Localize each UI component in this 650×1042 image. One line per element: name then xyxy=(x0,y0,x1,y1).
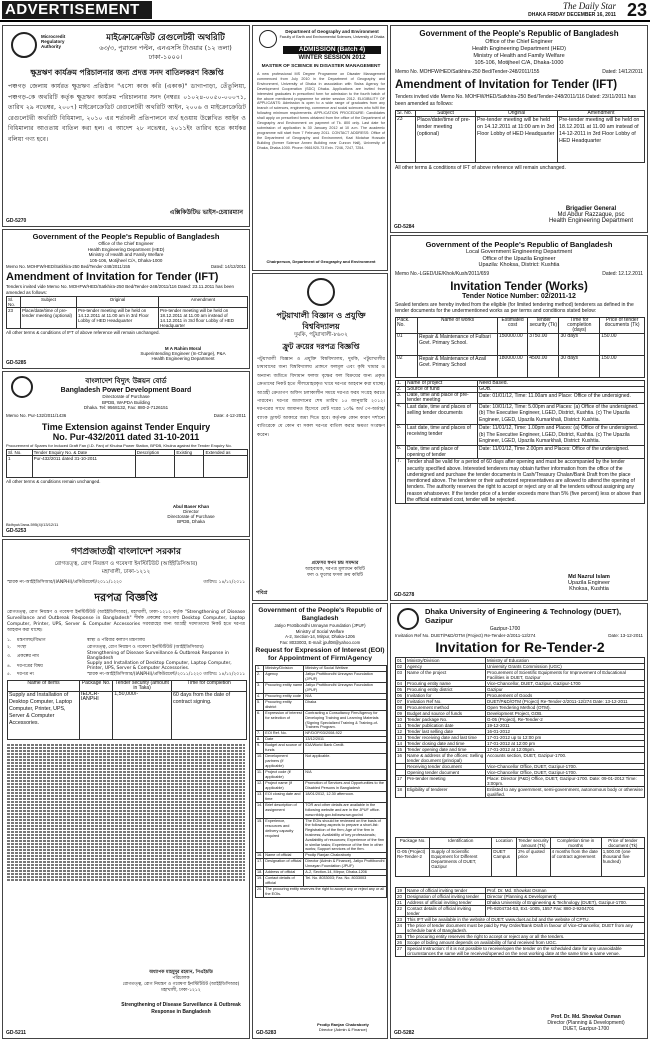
ad-lged-invitation xyxy=(390,235,648,601)
bpdb-logo-icon xyxy=(11,376,33,398)
list-item: ১. মন্ত্রণালয়/বিভাগ স্বাস্থ্য ও পরিবার কল্যাণ মন্ত্রণালয় xyxy=(7,638,145,643)
hed2-address: 105-106, Motijheel C/A, Dhaka-1000 xyxy=(89,257,163,263)
bpdb-note: All other terms & conditions remain unchanged. xyxy=(6,479,101,484)
iedcr-address: মহাখালী, ঢাকা-১২১২ xyxy=(101,569,151,575)
lged-details-table xyxy=(395,380,645,505)
table-row: 18. Address of official A-2, Section-14, Mirpur, Dhaka-1206 xyxy=(256,870,387,876)
duet-table xyxy=(395,657,645,798)
table-row: 08 Procurement method Open Tendering Method (OTM). xyxy=(396,705,645,711)
duet-date: Date: 13-12-2011 xyxy=(608,633,643,638)
duet-univ: Dhaka University of Engineering & Technology (DUET), Gazipur xyxy=(425,607,622,625)
hed1-dept: Health Engineering Department (HED) xyxy=(472,46,566,52)
pstu-title-1: পটুয়াখালী বিজ্ঞান ও প্রযুক্তি xyxy=(276,311,366,320)
hed1-gov: Government of the People's Republic of Bangladesh xyxy=(419,29,619,38)
lged-works-table: Pack. No. Name of works Estimated cost Tender security (Tk) Time for completion (days) Price of tender documents (Tk) 01 Repair & Maintenance of Fulbari Govt. Primary School. 150000.00 3750.00 30 days 150.00 02 Repair & Maintenance of Azail Govt. Primary School 180000.00 4500.00 30 days 150.00 xyxy=(395,317,645,378)
table-row: 14. Brief description of assignment TOR and other details are available in the following website and are in the JPUF office. www.nfddp.gov.bd/www.sw.gov.bd xyxy=(256,803,387,818)
table-row: 10. Development partners (if applicable) Not applicable. xyxy=(256,754,387,770)
page-header xyxy=(0,0,650,22)
newspaper-name: The Daily Star xyxy=(563,1,616,11)
ad-code: GD-5278 xyxy=(394,592,415,598)
du-signer: Chairperson, Department of Geography and Environment xyxy=(266,259,376,264)
hed1-address: 105-106, Motijheel C/A, Dhaka-1000 xyxy=(474,60,564,66)
jpuf-address: A-2, Section-14, Mirpur, Dhaka-1206 xyxy=(285,634,355,639)
table-row: 17 Pre-tender meeting Place: Director (P&D) Office, DUET, Gazipur-1700. Date: 09-01-2012 Time: 3:00pm. xyxy=(396,776,645,787)
hed2-ministry: Ministry of Health and Family Welfare xyxy=(88,252,164,257)
pstu-logo-icon xyxy=(307,278,335,306)
iedcr-date: তারিখঃ ১৪/১২/২০১১ xyxy=(203,580,245,585)
hed2-dept: Health Engineering Department (HED) xyxy=(87,246,165,252)
duet-city: Gazipur-1700 xyxy=(489,626,521,632)
ad-hed-amendment-1 xyxy=(390,25,648,233)
hed2-signer: M A Rahim Moral Superintending Engineer (In-Charge), P&A Health Engineering Department xyxy=(140,346,226,361)
table-row: 20 Designation of official inviting tender Director (Planning & Development) xyxy=(396,894,645,900)
table-row: 2. Agency Jatiyo Prottibondhi Unnayan Foundation (JPUF) xyxy=(256,672,387,683)
hed2-office: Office of the Chief Engineer xyxy=(98,241,154,246)
table-row: 13. EOI closing date and time 18/01/2012, 12.30 afternoon. xyxy=(256,792,387,803)
mra-address: ৬৩/৩, পুরাতন পল্টন, এনএসসি টাওয়ার (১২ তলা) xyxy=(99,44,232,52)
table-row: 05 Procuring entity district Gazipur xyxy=(396,687,645,693)
table-row: 13 Tender receiving date and last time 17-01-2012 up to 12:00 pm xyxy=(396,735,645,741)
table-row: 02 Agency University Grants Commission (UGC) xyxy=(396,664,645,670)
mra-signer: এক্সিকিউটিভ ভাইস-চেয়ারম্যান xyxy=(169,209,243,216)
iedcr-inst: রোগতত্ত্ব, রোগ নিয়ন্ত্রণ ও গবেষণা ইনস্টিটিউট (আইইডিসিআর) xyxy=(54,561,198,567)
table-row: 24 The price of tender document must be paid by Pay Order/Bank Draft in favour of Vice-Chancellor, DUET from any schedule bank of Bangladesh. xyxy=(396,923,645,934)
table-row: 3. Date, time and place of pre-tender meeting Date: 01/01/12, Time: 11.00am and Place: Office of the undersigned. xyxy=(396,392,645,403)
table-row: 27 Special Instruction: If it is not possible to receive/open the tender on the scheduled date for any unavoidable circumstances the same will be received/opened on the next working date at the same time & same venue. xyxy=(396,946,645,957)
table-row: G-05 (Project) Re-Tender-2 Supply of Scientific Equipment for Different Departments of DUET, Gazipur DUET Campus 2% of quoted price 4 months from the date of contract agreement 1,500.00 (one thousand five hundred) xyxy=(396,849,645,877)
table-row: 18 Eligibility of tenderer Enlisted to any government, semi-government, autonomous body or otherwise qualified. xyxy=(397,787,643,797)
lged-address: Upazila: Khoksa, District: Kushtia xyxy=(478,262,560,268)
ad-jpuf-eoi xyxy=(252,603,388,1039)
ad-code: GD-5283 xyxy=(256,1030,277,1036)
duet-logo-icon xyxy=(397,608,419,630)
du-program: MASTER OF SCIENCE IN DISASTER MANAGEMENT xyxy=(261,64,381,69)
jpuf-fax: Fax: 8033003, E-mail: jpuf08@yahoo.com xyxy=(279,639,361,645)
table-row: 02 Repair & Maintenance of Azail Govt. Primary School 180000.00 4500.00 30 days 150.00 xyxy=(396,355,645,377)
bpdb-intro: Procurement of Spares for Induced Draft Fan (I.D. Fan) of Khulna Power Station, BPDB, Khulna against the Tender Enquiry No. xyxy=(6,442,232,448)
table-row: 7. EOI Ref. No. NF/DOP/03/2008-922 xyxy=(256,731,387,737)
duet-title: Invitation for Re-Tender-2 xyxy=(435,639,605,655)
ad-pstu-fruit-tender xyxy=(252,273,388,601)
table-row: 10 Tender package No. G-05 (Project), Re-Tender-2 xyxy=(396,717,645,723)
du-faculty: Faculty of Earth and Environmental Sciences, University of Dhaka xyxy=(279,35,385,39)
jpuf-gov: Government of the People's Republic of Bangladesh xyxy=(258,607,382,622)
table-row: 8. Date 13/12/2011 xyxy=(256,737,387,743)
table-row: 07 Invitation Ref No. DUET/P&D/OTM (Project) Re-Tender-2/2011-12/274 Date: 13-12-2011 xyxy=(396,699,645,705)
hed2-memo: Memo No. MOHFW/HED/Satkhira-250 Bed/Tender-248/2011/155 xyxy=(6,264,131,269)
lged-signer: Md Nazrul Islam Upazila Engineer Khoksa, Kushtia xyxy=(568,574,610,592)
table-row: 6. Expression of interest for selection of Contracting a Consultancy Firm/Agency for Developing Training and Learning Materials (Signing Specialized Training & Training-of-Trainers Program. xyxy=(256,711,387,731)
iedcr-details xyxy=(7,637,247,678)
mra-notice-title: ক্ষুদ্রঋণ কার্যক্রম পরিচালনার জন্য প্রদত্ত সনদ বাতিলকরণ বিজ্ঞপ্তি xyxy=(30,68,224,77)
bpdb-directorate: Directorate of Purchase xyxy=(102,394,150,399)
bpdb-ext-no: No. Pur-432/2011 dated 31-10-2011 xyxy=(52,431,200,442)
jpuf-signer: Prodip Ranjan Chakraborty Director (Admin & Finance) xyxy=(317,1022,369,1032)
lged-date: Dated: 12.12.2011 xyxy=(602,270,643,277)
table-row: 21 Address of official inviting tender Dhaka University of Engineering & Technology (DUET), Gazipur-1700. xyxy=(396,900,645,906)
table-row: Receiving tender document Vice-Chancellor Office, DUET, Gazipur-1700. xyxy=(396,764,645,770)
mra-city: ঢাকা-১০০০। xyxy=(148,53,183,61)
ad-bpdb xyxy=(2,371,250,537)
du-admission-banner: ADMISSION (Batch 4) xyxy=(283,46,381,54)
ad-code: GD-5211 xyxy=(6,1030,27,1036)
table-row: 01 Repair & Maintenance of Fulbari Govt. Primary School. 150000.00 3750.00 30 days 150.00 xyxy=(396,333,645,355)
jpuf-title: Request for Expression of Interest (EOI) for Appointment of Firm/Agency xyxy=(255,647,385,662)
table-row: 5. Last date, time and places of receiving tender Date: 11/01/12, Time: 1.00pm and Places: (a) Office of the undersigned. (b) The Executive Engineer, LGED, District, Kushtia. (c) The Upazila Engineer, LGED, Upazila Kumarkhali, District: Kushtia. xyxy=(396,424,645,445)
table-row: 09 Budget and source of funds Development Project, GOB. xyxy=(396,711,645,717)
ad-hed-amendment-2 xyxy=(2,229,250,369)
ad-code: পবিপ্র xyxy=(256,590,268,596)
lged-intro: Sealed tenders are hereby invited from the eligible (for limited tendering method) tenderers as defined in the tender documents for the undermentioned works as per terms and conditions stated below: xyxy=(395,301,634,314)
iedcr-project: Strengthening of Disease Surveillance & Outbreak Response in Bangladesh xyxy=(121,1002,241,1015)
iedcr-gov: গণপ্রজাতন্ত্রী বাংলাদেশ সরকার xyxy=(71,547,181,557)
pstu-signer: প্রফেসর স্বপন চন্দ্র সমদ্দার আহবায়ক, দরপত্র মূল্যায়ন কমিটি ফল ও ফুলের ফসল ক্রয় কমিটি xyxy=(305,561,365,578)
hed1-title: Amendment of Invitation for Tender (IFT) xyxy=(395,79,618,91)
hed1-intro: Tenders invited vide Memo No. MOHFW/HED/Satkhira-250 Bed/Tender-248/2011/116 Dated: 23/11/2011 has been amended as follows: xyxy=(395,94,636,107)
hed1-office: Office of the Chief Engineer xyxy=(485,39,553,45)
iedcr-signer: অধ্যাপক মাহমুদুর রহমান, পিএইচডি পরিচালক রোগতত্ত্ব, রোগ নিয়ন্ত্রণ ও গবেষণা ইনস্টিটিউট (আইইডিসিআর) মহাখালী, ঢাকা-১২১২ xyxy=(122,970,240,993)
section-title: ADVERTISEMENT xyxy=(2,1,152,19)
ad-microcredit-authority xyxy=(2,25,250,227)
bpdb-phone: Dhaka. Tel: 9568132, Fax: 880-2-7126151 xyxy=(83,405,169,410)
hed1-table: Sl. No. Subject Original Amendment 23 Place/date/time of pre-tender meeting (optional) Pre-tender meeting will be held on 14.12.2011 at 11:00 am in 3rd Floor Lobby of HED Headquarter Pre-tender meeting will be held on 18.12.2011 at 11.00 am instead of 14-12-2011 in 3rd Floor Lobby of HED Headquarter xyxy=(395,110,645,163)
table-row: 23 This IFT will be available in the website of DUET: www.duet.ac.bd and the website of CPTU. xyxy=(396,917,645,923)
jpuf-ministry: Ministry of Social Welfare xyxy=(295,628,345,634)
pstu-notice-title: ফ্রুট ক্রয়ের দরপত্র বিজ্ঞপ্তি xyxy=(282,342,360,351)
table-row: 06 Invitation for Procurement of Goods xyxy=(396,693,645,699)
ad-code: GD-5284 xyxy=(394,224,415,230)
iedcr-intro: রোগতত্ত্ব, রোগ নিয়ন্ত্রণ ও গবেষণা ইনস্টিটিউট (আইইডিসিআর), মহাখালী, ঢাকা-১২১২ কর্তৃক "Strengthening of Disease Surveillance and Outbreak Response in Bangladesh" শীর্ষক প্রকল্পের আওতায় Desktop Computer, Laptop Computer, Printer, UPS, Server & Computer Accessories সরবরাহের জন্য আগ্রহী দরদাতাদের নিকট হতে দরপত্র আহবান করা যাচ্ছে। xyxy=(7,610,245,633)
table-row: 12. Project name (if applicable) Promotion of Services and Opportunities to the Disabled Persons in Bangladesh xyxy=(256,781,387,792)
iedcr-ref: স্মারক নং-আইইডিসিআর/(IANPHI)/প্রকিউরমেন্ট/২০১১/১২২০ xyxy=(7,580,122,585)
table-row: 9. Budget and source of funds IDA/World Bank Credit. xyxy=(256,743,387,754)
table-row: 03 Name of the project Procurement of Scientific Equipments for Improvement of Educational Facilities in DUET, Gazipur xyxy=(396,670,645,681)
ad-du-admission xyxy=(252,25,388,271)
table-row: 1. Ministry/Division Ministry of Social Welfare xyxy=(256,666,387,672)
table-row: 15 Tender opening date and time 17-01-2012 at 12:05pm. xyxy=(396,747,645,753)
table-row: 22 Contact details of official inviting tender Ph-9204734-53, Ext.-1005, 1557 Fax: 880-2-9204701 xyxy=(396,906,645,917)
ad-duet-retender xyxy=(390,603,648,1039)
table-row: 16 Name & address of the offices: Selling tender document (principal) Accounts section, DUET, Gazipur-1700. xyxy=(396,753,645,764)
pstu-address: দুমকি, পটুয়াখালী-৮৬০২ xyxy=(294,332,348,338)
du-session: WINTER SESSION 2012 xyxy=(298,55,366,61)
table-row: 16. Name of official Prodip Ranjan Chakraborty xyxy=(256,853,387,859)
bpdb-ref: Bidhyut/Jana-595(4)/13/12/11 xyxy=(6,522,59,527)
duet-package-table: Package No. Identification Location Tender security amount (Tk) Completion time in months Price of tender document (Tk) G-05 (Project) Re-Tender-2 Supply of Scientific Equipment for Different Departments of DUET, Gazipur DUET Campus 2% of quoted price 4 months from the date of contract agreement 1,500.00 (one thousand five hundred) xyxy=(395,837,645,877)
lged-dept: Local Government Engineering Department xyxy=(465,249,573,255)
table-row: 15. Experience, resources and delivery capacity required The EOIs should be reviewed on the basis of the following aspects to prepare a short-list: Registration of the firm; Age of the firm in business; Availability of key professionals; Availability of resources; Experience of the firm in similar tasks; Experience of the firm in other works; Support services of the firm. xyxy=(256,818,387,853)
table-row: 12 Tender last selling date 16-01-2012 xyxy=(396,729,645,735)
page-number: 23 xyxy=(626,0,647,20)
hed1-memo: Memo No. MOHFW/HED/Satkhira-250 Bed/Tender-248/2011/155 xyxy=(395,69,540,75)
ad-code: GD-5285 xyxy=(6,360,27,366)
mra-org-name: Microcredit Regulatory Authority xyxy=(41,34,66,49)
list-item: ৫. দরপত্র নং স্মারক নং-আইইডিসিআর/(IANPHI)/প্রকিউরমেন্ট/২০১১/১২২০ তারিখঃ ১৪/১২/২০১১ xyxy=(7,672,246,677)
table-row: 11. Project code (if applicable) N/A xyxy=(256,770,387,781)
iedcr-fine-print xyxy=(7,744,245,881)
hed2-note: All other terms & conditions of IFT of above reference will remain unchanged. xyxy=(6,330,160,335)
table-row: 01 Ministry/Division Ministry of Education xyxy=(396,658,645,664)
lged-tender-number: Tender Notice Number: 02/2011-12 xyxy=(462,292,576,300)
pstu-title-2: বিশ্ববিদ্যালয় xyxy=(302,322,340,331)
ad-code: GD-5282 xyxy=(394,1030,415,1036)
table-row: 04 Procuring entity name Vice-Chancellor, DUET, Gazipur, Gazipur-1700 xyxy=(396,681,645,687)
hed1-ministry: Ministry of Health and Family Welfare xyxy=(473,53,565,59)
table-row: 4. Procuring entity code N/A xyxy=(256,694,387,700)
hed2-gov: Government of the People's Republic of Bangladesh xyxy=(32,232,220,241)
table-row: 19 Name of official inviting tender Prof. Dr. Md. Showkat Osman xyxy=(396,888,645,894)
duet-official-table xyxy=(395,887,645,957)
jpuf-table xyxy=(255,665,387,898)
hed1-date: Dated: 14/12/2011 xyxy=(602,69,643,75)
iedcr-notice-title: দরপত্র বিজ্ঞপ্তি xyxy=(94,591,158,604)
ad-code: GD-5270 xyxy=(6,218,27,224)
table-row: 20. The procuring entity reserves the right to accept any or reject any or all the EOIs. xyxy=(256,887,387,898)
table-row: 2. Source of fund GOB. xyxy=(396,386,645,392)
table-row: 25 The procuring entity reserves the right to accept or reject any or all the tenders. xyxy=(396,934,645,940)
hed1-note: All other terms & conditions of IFT of above reference will remain unchanged. xyxy=(395,165,566,171)
lged-memo: Memo No.-LGED/UE/Khok/Kush/2011/659 xyxy=(395,270,490,277)
bpdb-memo: Memo No. Pur-132/2011/1436 xyxy=(6,412,67,418)
bpdb-date: Date: 4-12-2011 xyxy=(213,412,246,418)
table-row: 1. Name of project Need Based. xyxy=(396,380,645,386)
duet-ref: Invitation Ref No. DUET/P&D/OTM (Project) Re-Tender-2/2011-12/274 xyxy=(395,633,536,638)
lged-office: Office of the Upazila Engineer xyxy=(482,255,556,262)
iedcr-items-table: Name of items Package No. Tender security (amount in Taka) Time for completion Supply and Installation of Desktop Computer, Laptop Computer, Printer, UPS, Server & Computer Accessories. IEDCR-IANPHI 1,50,000/- 60 days from the date of contract signing. xyxy=(7,680,247,740)
ad-iedcr-tender xyxy=(2,539,250,1039)
table-row: 17. Designation of official Director (Admin & Finance), Jatiyo Prottibondhi Unnayan Foundation (JPUF) xyxy=(256,859,387,870)
bpdb-address: BPDB, WAPDA Building xyxy=(101,399,151,405)
du-body: A new professional MS Degree Programme on Disaster Management commenced from July 2010 in the Department of Geography and Environment, University of Dhaka in association with Swiss Agency for Development Cooperation (SDC) Dhaka. Applications are invited from interested graduates in prescribed form for admission to the fourth batch of the above mentioned programme for winter session 2012. ELIGIBILITY OF APPLICANTS: Admission is open to a wide range of graduates from any branch of sciences, engineering, commerce and social sciences who fulfil the following minimum requirements. APPLICATION PROCEDURE: Candidates shall apply on prescribed forms obtained from the office of the Department of Geography and Environment on payment of Tk. 800 only. Last date for submission of application is 30 January 2012 at 10 a.m. The academic programme will start from 7 February 2011. CONTACT ADDRESS: Office of the Department of Geography and Environment, Kazi Motahar Hossain Building (former Science Annex Building near Curzon Hall), University of Dhaka, Dhaka-1000. Phone: 9661920-73 Extn. 7246, 7247, 7254. xyxy=(257,72,385,150)
table-row: 5. Procuring entity district Dhaka xyxy=(256,700,387,711)
table-row: 7. Tender shall be valid for a period of 60 days after opening and must be accompanied by the tender security specified above. Interested tenderers may obtain further information from the office of the undersigned and purchase the tender documents in Cash/Treasury Chalan/Bank Draft from the place mentioned above. The tenderer or their authorized representatives are allowed to attend the opening of tenders. The authority reserves the right to accept or reject any or all the tenders without assigning any reason whatsoever. If the tender price of a tender exceeds more than 5% (five percent) less or above than the official estimated cost, tender will be rejected. xyxy=(396,459,645,504)
list-item: ৪. দরপত্রের বিষয় Supply and Installation of Desktop Computer, Laptop Computer, Printer, UPS, Server & Computer Accessories. xyxy=(7,661,232,671)
table-row: Supply and Installation of Desktop Computer, Laptop Computer, Printer, UPS, Server & Computer Accessories. IEDCR-IANPHI 1,50,000/- 60 days from the date of contract signing. xyxy=(8,692,247,740)
bpdb-table: Sl. No. Tender Enquiry No. & Date Description Existing Extended as 1 Pur-432/2011 dated 31-10-2011 xyxy=(6,449,248,478)
list-item: ২. সংস্থা রোগতত্ত্ব, রোগ নিয়ন্ত্রণ ও গবেষণা ইনস্টিটিউট (আইইডিসিআর) xyxy=(7,645,204,650)
lged-gov: Government of the People's Republic of Bangladesh xyxy=(425,240,613,249)
table-row: 19. Contact details of official Tel. No. 8033003; Fax. No. 8033003 xyxy=(256,876,387,887)
table-row: Opening tender document Vice-Chancellor Office, DUET, Gazipur-1700. xyxy=(396,770,645,776)
issue-date: DHAKA FRIDAY DECEMBER 16, 2011 xyxy=(528,12,616,18)
hed2-date: Dated: 14/12/2011 xyxy=(210,264,246,269)
list-item: ৩. প্রকল্পের নাম Strengthening of Disease Surveillance & Outbreak Response in Bangladesh xyxy=(7,651,229,661)
ad-code: GD-5253 xyxy=(6,528,27,534)
lged-title: Invitation Tender (Works) xyxy=(450,280,588,293)
mra-notice-body: পঞ্চগড় জেলায় কার্যরত ক্ষুদ্রঋণ প্রতিষ্ঠান "এসো কাজ করি (একাক)" ডাগাপাড়া, তেঁতুলিয়া, পঞ্চগড়-কে অথরিটি কর্তৃক ক্ষুদ্রঋণ কার্যক্রম পরিচালনার সনদ (নম্বরঃ ০১০২৪-০০৫০-০০০৭১, তারিখ ২৯ নভেম্বর, ২০০৭) মাইক্রোক্রেডিট রেগুলেটরী অথরিটি আইন, ২০০৬ ও মাইক্রোক্রেডিট রেগুলেটরী অথরিটি বিধিমালা, ২০১০ এর শর্তাবলী প্রতিপালনে ব্যর্থ হওয়ায় উল্লেখিত আইন ও বিধিমালার আওতায় বাতিল করা হল। এ আদেশ ২৮ নভেম্বর, ২০১১ইং তারিখ হতে কার্যকর বলিয়া গণ্য হবে। xyxy=(8,83,246,143)
mra-logo-icon xyxy=(11,32,37,58)
bpdb-title: Bangladesh Power Development Board xyxy=(60,387,192,394)
hed2-intro: Tenders invited vide Memo No. MOHFW/HED/Satkhira-250 Bed/Tender-248/2011/116 Dated: 23.11.2011 has been amended as follows: xyxy=(6,284,235,295)
table-row: 14 Tender closing date and time 17-01-2012 at 12:00 pm xyxy=(396,741,645,747)
du-logo-icon xyxy=(259,30,277,48)
table-row: 26 Scope of biding amount depends on availability of fund received from UGC. xyxy=(396,940,645,946)
table-row: 4. Last date, time and places of selling tender documents Date: 10/01/12, Time: 5.00pm and Places: (a) Office of the undersigned. (b) The Executive Engineer, LGED, District, Kushtia. (c) The Upazila Engineer, LGED, Upazila Kumarkhali, District: Kushtia. xyxy=(396,403,645,424)
hed2-table: Sl. No. Subject Original Amendment 23 Place/date/time of pre-tender meeting (optional) Pre-tender meeting will be held on 14.12.2011 at 11.00 am in 3rd Floor Lobby of HED Headquarter Pre-tender meeting will be held on 18.12.2011 at 11.00 am instead of 14.12.2011 in 3rd floor Lobby of HED Headquarter xyxy=(6,296,248,329)
bpdb-bn-title: বাংলাদেশ বিদ্যুৎ উন্নয়ন বোর্ড xyxy=(85,377,167,385)
pstu-body: পটুয়াখালী বিজ্ঞান ও প্রযুক্তি বিশ্ববিদ্যালয়, দুমকি, পটুয়াখালীর চাষাবাদের জন্য বিশ্ববিদ্যালয় প্রাঙ্গণে ফলমূল এবং কৃষি খামার ও অন্যান্য জমিতে বিদ্যমান ফলজ বৃক্ষের ফল বিক্রয়ের জন্য প্রকৃত ক্রেতাদের নিকট হতে সীলমোহরকৃত খামে দরপত্র আহবান করা যাচ্ছে। আগ্রহী ক্রেতাগণ অফিস চলাকালীন সময়ে দরপত্র ফরম সংগ্রহ করতে পারবেন। দরপত্র জমাদানের শেষ তারিখ ১৫ জানুয়ারি ২০১২। দরপত্রের সাথে জামানত হিসেবে মোট দরের ১০% অর্থ পে-অর্ডার/ব্যাংক ড্রাফট আকারে জমা দিতে হবে। কর্তৃপক্ষ কোন কারণ দর্শানো ব্যতিরেকে যে কোন বা সকল দরপত্র বাতিল করার ক্ষমতা সংরক্ষণ করেন। xyxy=(257,357,385,438)
mra-title: মাইক্রোক্রেডিট রেগুলেটরী অথরিটি xyxy=(106,33,225,43)
hed1-signer: Brigadier General Md Abdur Razzaque, psc Health Engineering Department xyxy=(548,206,634,224)
table-row: 11 Tender publication date 19-12-2011 xyxy=(396,723,645,729)
table-row: 6. Date, time and place of opening of tender Date: 11/01/12, Time 2.00pm and Places: Office of the undersigned. xyxy=(396,446,645,459)
du-dept: Department of Geography and Environment xyxy=(285,29,379,34)
bpdb-signer: Abul Baser Khan Director Directorate of Purchase BPDB, Dhaka xyxy=(167,504,215,524)
table-row: 3. Procuring entity name Jatiyo Prottibondhi Unnayan Foundation (JPUF) xyxy=(256,683,387,694)
bpdb-ext-title: Time Extension against Tender Enquiry xyxy=(41,421,211,432)
hed2-title: Amendment of Invitation for Tender (IFT) xyxy=(6,271,219,283)
jpuf-org: Jatiyo Prottibondhi Unnayan Foundation (JPUF) xyxy=(274,623,366,628)
duet-signer: Prof. Dr. Md. Showkat Osman Director (Planning & Development) DUET, Gazipur-1700 xyxy=(547,1014,625,1032)
